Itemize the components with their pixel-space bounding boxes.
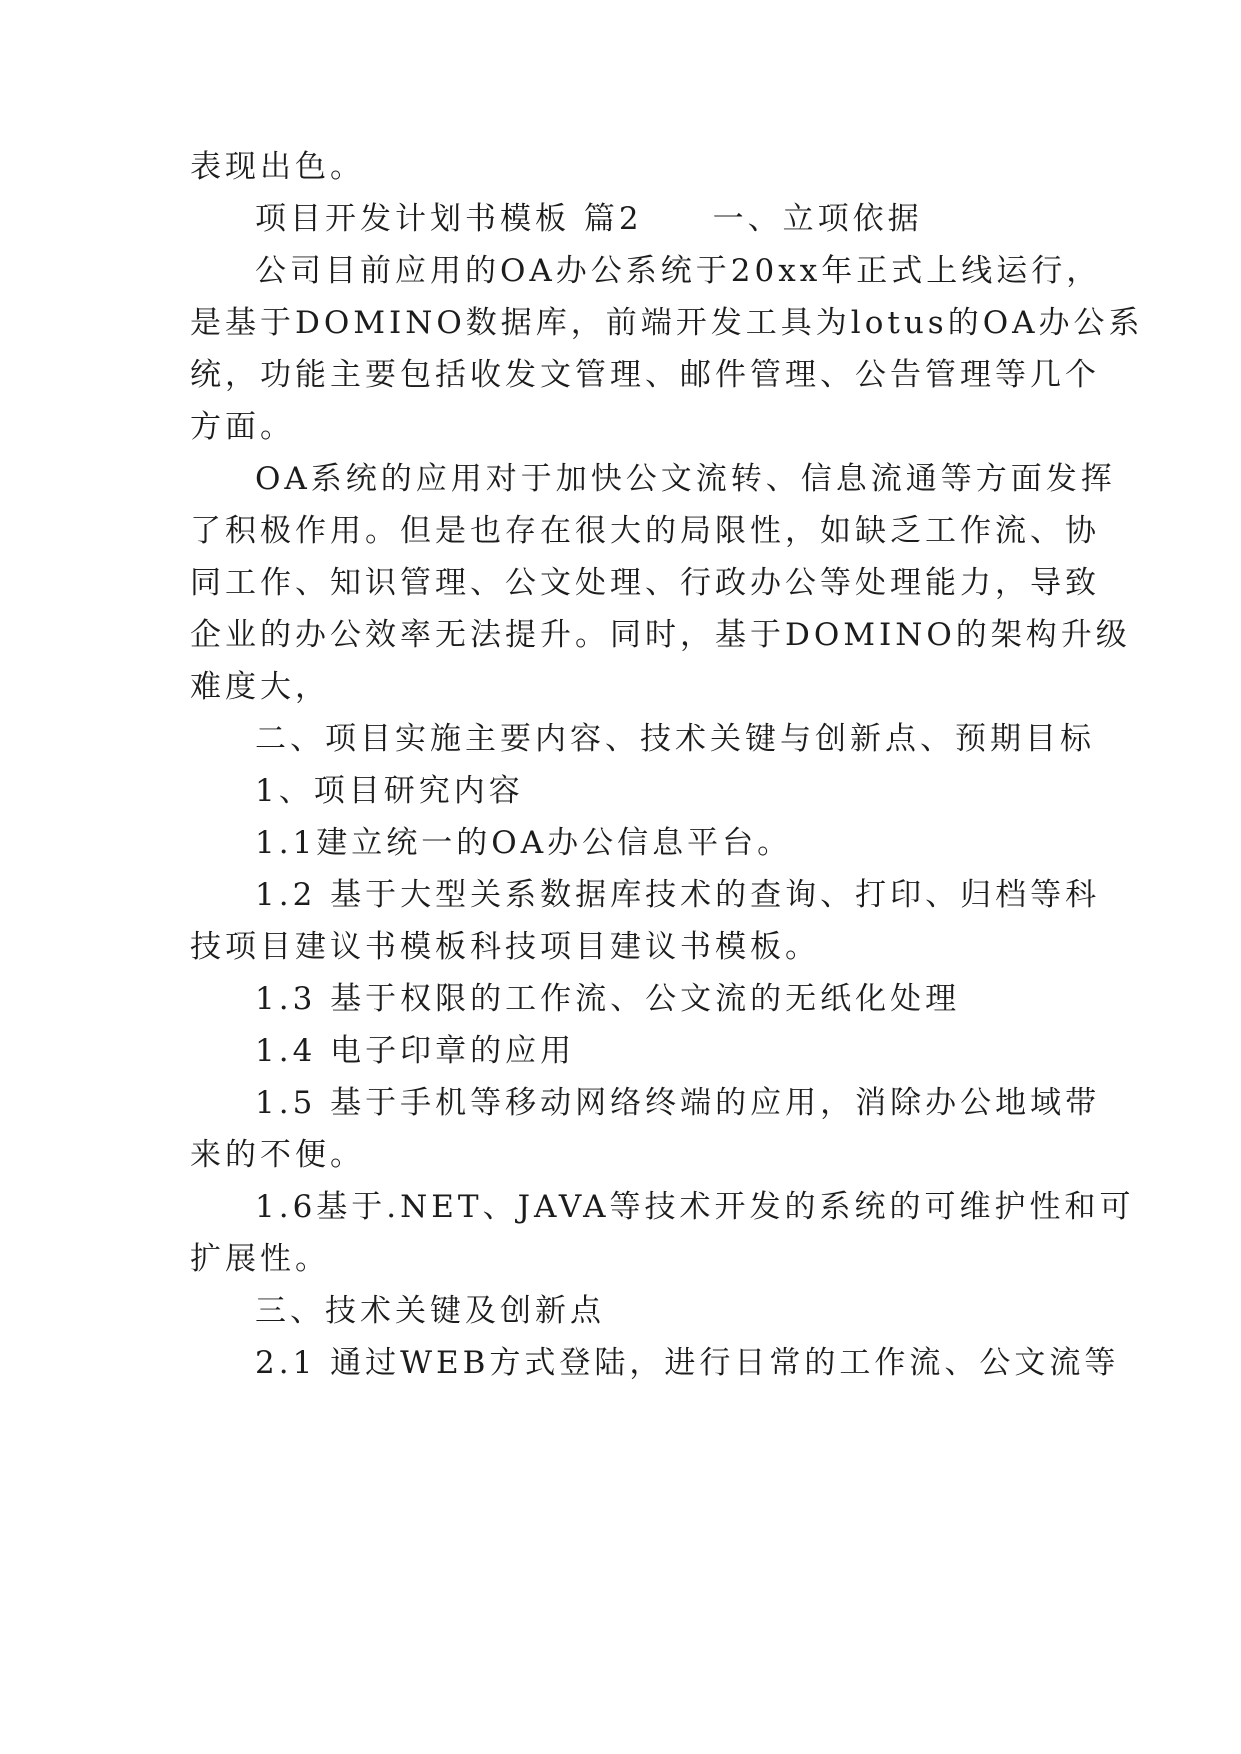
- list-item: 2.1 通过WEB方式登陆，进行日常的工作流、公文流等: [255, 1345, 1120, 1381]
- section-heading: 三、技术关键及创新点: [255, 1293, 605, 1329]
- text-line: 表现出色。: [190, 149, 365, 185]
- text-line: 扩展性。: [190, 1241, 330, 1277]
- text-line: 难度大，: [190, 669, 330, 705]
- text-line: 同工作、知识管理、公文处理、行政办公等处理能力，导致: [190, 565, 1100, 601]
- text-line: 方面。: [190, 409, 295, 445]
- subsection-heading: 1、项目研究内容: [255, 773, 524, 809]
- section-heading: 项目开发计划书模板 篇2 一、立项依据: [255, 201, 923, 237]
- list-item: 1.4 电子印章的应用: [255, 1033, 576, 1069]
- text-line: 了积极作用。但是也存在很大的局限性，如缺乏工作流、协: [190, 513, 1100, 549]
- text-line: 统，功能主要包括收发文管理、邮件管理、公告管理等几个: [190, 357, 1100, 393]
- list-item: 1.6基于.NET、JAVA等技术开发的系统的可维护性和可: [255, 1189, 1135, 1225]
- text-line: 技项目建议书模板科技项目建议书模板。: [190, 929, 820, 965]
- text-line: 公司目前应用的OA办公系统于20xx年正式上线运行，: [255, 253, 1102, 289]
- list-item: 1.3 基于权限的工作流、公文流的无纸化处理: [255, 981, 961, 1017]
- section-heading: 二、项目实施主要内容、技术关键与创新点、预期目标: [255, 721, 1095, 757]
- list-item: 1.5 基于手机等移动网络终端的应用，消除办公地域带: [255, 1085, 1101, 1121]
- list-item: 1.1建立统一的OA办公信息平台。: [255, 825, 793, 861]
- list-item: 1.2 基于大型关系数据库技术的查询、打印、归档等科: [255, 877, 1101, 913]
- text-line: OA系统的应用对于加快公文流转、信息流通等方面发挥: [255, 461, 1116, 497]
- text-line: 是基于DOMINO数据库，前端开发工具为lotus的OA办公系: [190, 305, 1144, 341]
- text-line: 来的不便。: [190, 1137, 365, 1173]
- text-line: 企业的办公效率无法提升。同时，基于DOMINO的架构升级: [190, 617, 1131, 653]
